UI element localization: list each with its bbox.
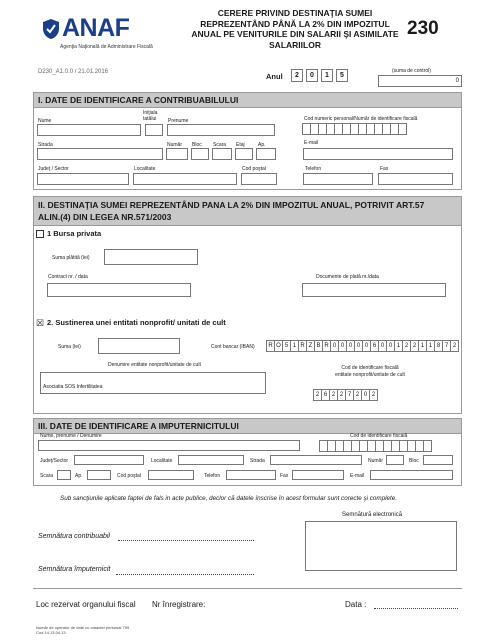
imp-telefon-input[interactable] — [226, 470, 276, 480]
bloc-input[interactable] — [191, 148, 209, 160]
section-2-title-line-1: II. DESTINAŢIA SUMEI REPREZENTÂND PANA LA 2% DIN IMPOZITUL ANUAL, POTRIVIT ART.57 — [38, 200, 425, 210]
bursa-label: 1 Bursa privata — [47, 229, 102, 238]
initiala-label: Iniţiala tatălui — [143, 110, 158, 122]
cell-digit: 0 — [330, 340, 339, 352]
numar-label: Număr — [167, 142, 183, 148]
cell-digit: 1 — [418, 340, 427, 352]
localitate-label: Localitate — [134, 166, 156, 172]
cnp-input[interactable] — [303, 123, 407, 135]
year-digit: 5 — [336, 69, 348, 82]
cell-digit: 5 — [282, 340, 291, 352]
cell-digit: Z — [306, 340, 315, 352]
cell-digit: 2 — [337, 389, 346, 401]
cell-digit: 8 — [434, 340, 443, 352]
denumire-value: Asociatia SOS Infertilitatea — [43, 384, 103, 390]
bottom-note — [36, 625, 129, 635]
cell-digit: 0 — [354, 340, 363, 352]
divider — [33, 588, 462, 589]
cell-digit: 2 — [313, 389, 322, 401]
telefon-label: Telefon — [305, 166, 322, 172]
judet-input[interactable] — [37, 173, 129, 185]
fax-input[interactable] — [378, 173, 453, 185]
nume-input[interactable] — [37, 124, 141, 136]
imp-judet-input[interactable] — [74, 455, 144, 465]
bottom-note-2: Cod 14.13.04.13 — [36, 630, 66, 635]
cif-label-line-2: entitate nonprofit/unitate de cult — [335, 372, 405, 378]
contract-input[interactable] — [47, 283, 191, 297]
nonprofit-label: 2. Sustinerea unei entitati nonprofit/ unitati de cult — [47, 318, 226, 327]
email-input[interactable] — [303, 148, 453, 160]
checksum-value: 0 — [455, 78, 459, 84]
etaj-label: Etaj — [236, 142, 245, 148]
form-title — [190, 8, 400, 50]
imp-cif-input[interactable] — [320, 440, 432, 452]
title-line-4: SALARIILOR — [269, 39, 321, 50]
cell-digit: R — [298, 340, 307, 352]
suma-platita-input[interactable] — [104, 249, 198, 265]
cell-digit: 2 — [402, 340, 411, 352]
cell-digit: 2 — [410, 340, 419, 352]
title-line-2: REPREZENTÂND PÂNĂ LA 2% DIN IMPOZITUL — [200, 18, 390, 29]
imp-fax-label: Fax — [280, 473, 289, 479]
contract-label: Contract nr. / data — [48, 274, 88, 280]
imp-ap-input[interactable] — [87, 470, 111, 480]
imp-ap-label: Ap. — [75, 473, 83, 479]
cell-digit: 7 — [442, 340, 451, 352]
denumire-input[interactable] — [40, 372, 266, 394]
cell-digit: 1 — [290, 340, 299, 352]
imp-fax-input[interactable] — [292, 470, 344, 480]
cell-digit: 0 — [378, 340, 387, 352]
imp-nume-input[interactable] — [38, 440, 300, 451]
cell-digit: 6 — [370, 340, 379, 352]
year-digit: 2 — [291, 69, 303, 82]
imp-strada-label: Strada — [250, 458, 265, 464]
section-2-title — [33, 196, 462, 226]
imp-bloc-input[interactable] — [423, 455, 453, 465]
cif-nonprofit-label — [310, 365, 430, 379]
codpostal-input[interactable] — [241, 173, 277, 185]
cell-digit: R — [322, 340, 331, 352]
cell-digit: R — [266, 340, 275, 352]
cell-digit: 6 — [321, 389, 330, 401]
scara-label: Scara — [213, 142, 227, 148]
cnp-label: Cod numeric personal/Număr de identificare fiscală — [304, 116, 418, 122]
bottom-note-1: Număr de operator de date cu caracter personal 759 — [36, 625, 130, 630]
cell-digit: 0 — [362, 340, 371, 352]
cell-digit: 2 — [353, 389, 362, 401]
cell-digit: 1 — [426, 340, 435, 352]
cell-digit: 0 — [338, 340, 347, 352]
logo-text: ANAF — [62, 14, 130, 42]
checksum-label: (suma de control) — [392, 68, 431, 74]
imp-telefon-label: Telefon — [204, 473, 221, 479]
cell-digit: 2 — [329, 389, 338, 401]
imp-judet-label: Judeţ/Sector — [40, 458, 69, 464]
imp-codpostal-input[interactable] — [148, 470, 194, 480]
cell-digit: 0 — [361, 389, 370, 401]
logo-subtitle: Agenţia Naţională de Administrare Fiscală — [60, 44, 153, 50]
strada-input[interactable] — [37, 148, 163, 160]
year-digit: 0 — [306, 69, 318, 82]
year-label: Anul — [266, 72, 283, 81]
nr-inregistrare-label: Nr înregistrare: — [152, 600, 206, 609]
cell-digit: 0 — [346, 340, 355, 352]
imp-numar-label: Număr — [368, 458, 384, 464]
form-code: D230_A1.0.0 / 21.01.2016 — [38, 69, 109, 75]
cell-digit: 1 — [394, 340, 403, 352]
imp-codpostal-label: Cod poştal — [117, 473, 141, 479]
cell-digit: 7 — [345, 389, 354, 401]
prenume-input[interactable] — [167, 124, 275, 136]
bloc-label: Bloc — [192, 142, 202, 148]
cell-digit: 0 — [386, 340, 395, 352]
iban-label: Cont bancar (IBAN) — [211, 344, 255, 350]
bursa-checkbox[interactable] — [36, 230, 44, 238]
fax-label: Fax — [380, 166, 389, 172]
ap-label: Ap. — [258, 142, 266, 148]
declaration-text: Sub sancţiunile aplicate faptei de fals in acte publice, declor că datele înscrise în acest formular sunt corecte şi complete. — [60, 495, 398, 502]
sig-contribuabil-line[interactable] — [118, 540, 254, 541]
cell-digit: 2 — [450, 340, 459, 352]
nume-label: Nume — [38, 118, 52, 124]
data-line[interactable] — [374, 608, 458, 609]
nonprofit-checkbox[interactable]: ☒ — [36, 318, 45, 328]
cell-digit: 2 — [369, 389, 378, 401]
suma-platita-label: Suma plătită (lei) — [52, 255, 90, 261]
iban-input[interactable] — [267, 340, 459, 352]
imp-email-label: E-mail — [350, 473, 365, 479]
year-field[interactable] — [291, 69, 348, 82]
documente-input[interactable] — [302, 283, 446, 297]
scara-input[interactable] — [212, 148, 232, 160]
imp-email-input[interactable] — [370, 470, 453, 480]
checksum-field[interactable] — [378, 75, 462, 87]
telefon-input[interactable] — [303, 173, 373, 185]
anaf-logo — [42, 14, 160, 52]
localitate-input[interactable] — [133, 173, 237, 185]
numar-input[interactable] — [166, 148, 188, 160]
imp-nume-label: Nume, prenume / Denumire — [40, 433, 102, 439]
cell-digit: B — [314, 340, 323, 352]
shield-icon — [42, 18, 60, 40]
strada-label: Strada — [38, 142, 53, 148]
form-number: 230 — [407, 18, 439, 39]
cell-digit: O — [274, 340, 283, 352]
title-line-1: CERERE PRIVIND DESTINAŢIA SUMEI — [217, 8, 373, 18]
section-2-title-line-2: ALIN.(4) DIN LEGEA NR.571/2003 — [38, 212, 172, 222]
imp-scara-label: Scara — [40, 473, 54, 479]
loc-rezervat-label: Loc rezervat organului fiscal — [36, 600, 136, 609]
sig-imputernicit-label: Semnătura împuternicit — [38, 566, 111, 573]
imp-localitate-label: Localitate — [151, 458, 173, 464]
suma-lei-input[interactable] — [98, 338, 180, 354]
judet-label: Judeţ / Sector — [38, 166, 69, 172]
cif-label-line-1: Cod de identificare fiscală — [341, 365, 399, 371]
etaj-input[interactable] — [235, 148, 253, 160]
ap-input[interactable] — [256, 148, 276, 160]
suma-lei-label: Suma (lei) — [58, 344, 81, 350]
sig-imputernicit-line[interactable] — [116, 574, 254, 575]
electronic-signature-label: Semnătură electronică — [342, 512, 403, 518]
imp-numar-input[interactable] — [386, 455, 404, 465]
section-3-title: III. DATE DE IDENTIFICARE A IMPUTERNICITULUI — [33, 418, 462, 434]
imp-cif-label: Cod de identificare fiscală — [350, 433, 408, 439]
email-label: E-mail — [304, 140, 319, 146]
initiala-input[interactable] — [145, 124, 163, 136]
imp-strada-input[interactable] — [270, 455, 362, 465]
sig-contribuabil-label: Semnătura contribuabil — [38, 533, 110, 540]
imp-bloc-label: Bloc — [409, 458, 419, 464]
prenume-label: Prenume — [168, 118, 189, 124]
cif-nonprofit-input[interactable] — [314, 389, 378, 401]
denumire-label: Denumire entitate nonprofit/unitate de cult — [108, 362, 201, 368]
year-digit: 1 — [321, 69, 333, 82]
imp-scara-input[interactable] — [57, 470, 71, 480]
electronic-signature-box[interactable] — [305, 521, 457, 571]
data-label: Data : — [345, 600, 367, 609]
section-1-title: I. DATE DE IDENTIFICARE A CONTRIBUABILULUI — [33, 92, 462, 108]
documente-label: Documente de plată nr./data — [316, 274, 379, 280]
imp-localitate-input[interactable] — [178, 455, 244, 465]
title-line-3: ANUAL PE VENITURILE DIN SALARII ŞI ASIMILATE — [191, 29, 399, 39]
codpostal-label: Cod poştal — [242, 166, 266, 172]
